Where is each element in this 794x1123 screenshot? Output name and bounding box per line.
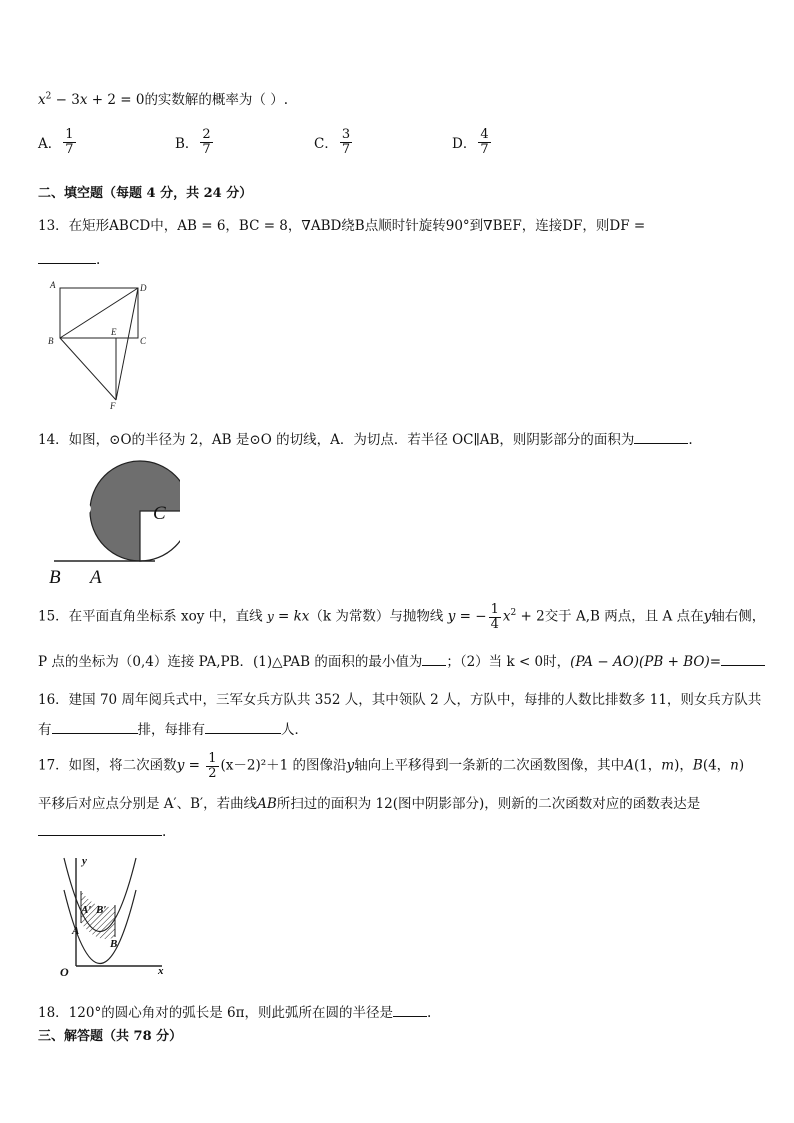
q18-tail: . [426, 1005, 432, 1021]
q17-text-i: 所扫过的面积为 12(图中阴影部分)，则新的二次函数对应的函数表达是 [276, 796, 701, 812]
q16-blank-1 [52, 721, 138, 734]
label-e: E [111, 327, 117, 337]
q12-line: $x^2 - 3x + 2 = 0$的实数解的概率为（ ）. [38, 91, 289, 108]
q13-figure [44, 278, 164, 414]
q15-text-h: = [709, 654, 722, 670]
option-letter: B． [175, 136, 199, 153]
q15-text-a: 15．在平面直角坐标系 xoy 中，直线 [38, 608, 263, 625]
q15-blank-1 [422, 653, 446, 666]
q17-text-b: (x－2)²＋1 的图像沿 [220, 757, 347, 774]
q16-text-b: 排，每排有 [137, 722, 205, 738]
q13-answer-blank [38, 251, 96, 264]
option-fraction [478, 128, 490, 156]
q17-text-g: ) [738, 757, 745, 774]
option-numerator: 4 [480, 127, 489, 142]
option-letter: A． [38, 136, 62, 153]
label-b: B [49, 567, 61, 587]
q16-text-a: 有 [38, 722, 52, 738]
q15-line-1: 15．在平面直角坐标系 xoy 中，直线 y = kx（k 为常数）与抛物线 y = − $\frac{1}{4}$ $x^2 + 2$交于 A,B 两点，且 A 点在y轴右侧， [38, 602, 766, 632]
label-a: A [50, 280, 56, 290]
label-a-prime: A′ [81, 904, 92, 916]
section-2-heading: 二、填空题（每题 4 分，共 24 分） [38, 186, 253, 201]
q17-line-2: 平移后对应点分别是 A′、B′，若曲线AB所扫过的面积为 12(图中阴影部分)，则新的二次函数对应的函数表达是 [38, 796, 701, 812]
option-fraction [340, 128, 352, 156]
q15-text-f: ；（2）当 [446, 654, 503, 670]
segment-df [116, 288, 138, 400]
segment-bf [60, 338, 116, 400]
label-c: C [140, 336, 147, 346]
option-denominator: 7 [480, 141, 489, 157]
option-fraction [200, 128, 212, 156]
q15-text-e: P 点的坐标为（0,4）连接 PA,PB．(1)△PAB 的面积的最小值为 [38, 654, 423, 670]
q18-line [38, 1001, 431, 1021]
label-b-prime: B′ [96, 904, 107, 916]
label-o: O [79, 500, 92, 519]
label-f: F [110, 401, 116, 411]
q16-line-1: 16．建国 70 周年阅兵式中，三军女兵方队共 352 人，其中领队 2 人，方队中，每排的人数比排数多 11，则女兵方队共 [38, 692, 762, 708]
option-denominator: 7 [341, 141, 351, 157]
label-x: x [158, 965, 164, 977]
q13-answer-line [38, 251, 100, 268]
option-fraction [63, 128, 75, 156]
q15-text-b: （k 为常数）与抛物线 [309, 608, 444, 625]
q17-text-f: (4， [702, 757, 731, 774]
option-denominator: 7 [202, 141, 211, 157]
q16-line-2 [38, 718, 308, 738]
label-a: A [72, 925, 80, 937]
q12-option [175, 128, 215, 156]
label-d: D [140, 283, 147, 293]
q12-tail: 的实数解的概率为（ ）. [144, 92, 289, 108]
q17-text-a: 17．如图，将二次函数 [38, 757, 177, 774]
option-numerator: 3 [341, 127, 351, 142]
label-a: A [90, 567, 102, 587]
q16-blank-2 [205, 721, 281, 734]
option-denominator: 7 [65, 141, 74, 157]
label-b: B [48, 336, 54, 346]
q14-line [38, 428, 693, 448]
q17-text-c: 轴向上平移得到一条新的二次函数图像，其中 [354, 757, 625, 774]
q14-tail: . [688, 432, 693, 448]
section-3-heading: 三、解答题（共 78 分） [38, 1029, 183, 1044]
label-o: O [60, 965, 69, 979]
q15-blank-2 [721, 653, 765, 666]
q17-text-e: )， [674, 757, 693, 774]
label-b: B [110, 938, 118, 950]
q15-line-2: P 点的坐标为（0,4）连接 PA,PB．(1)△PAB 的面积的最小值为 ；（2）当 k < 0时，(PA − AO)(PB + BO)= [38, 650, 765, 670]
diagonal-bd [60, 288, 138, 338]
q17-text-h: 平移后对应点分别是 A′、B′，若曲线 [38, 796, 258, 812]
q17-answer-blank [38, 823, 162, 836]
option-numerator: 1 [65, 127, 74, 142]
q15-text-d: 轴右侧， [711, 608, 766, 625]
q16-text-c: 人． [281, 722, 308, 738]
q18-text: 18．120°的圆心角对的弧长是 6π，则此弧所在圆的半径是 [38, 1005, 393, 1021]
option-numerator: 2 [202, 127, 211, 142]
q17-text-d: (1， [633, 757, 662, 774]
q17-answer-line [38, 823, 166, 840]
label-c: C [153, 503, 166, 524]
q15-text-g: 时， [543, 654, 571, 670]
q18-answer-blank [393, 1004, 427, 1017]
q17-tail: . [162, 824, 167, 840]
option-letter: D． [452, 136, 477, 153]
q12-option [452, 128, 493, 156]
q13-tail: . [96, 252, 101, 268]
label-y: y [82, 855, 87, 867]
q17-figure [52, 850, 178, 982]
q13-text: 13．在矩形ABCD中，AB = 6，BC = 8，∇ABD绕B点顺时针旋转90°到∇BEF，连接DF，则DF = [38, 218, 646, 234]
q15-text-c: 交于 A,B 两点，且 A 点在 [544, 608, 704, 625]
q17-line-1: 17．如图，将二次函数y = $\frac{1}{2}$ (x－2)²＋1 的图像沿y轴向上平移得到一条新的二次函数图像，其中A(1，m)，B(4，n) [38, 751, 745, 781]
q14-figure [40, 455, 180, 587]
option-letter: C． [314, 136, 338, 153]
q14-answer-blank [634, 431, 688, 444]
q12-option [38, 128, 78, 156]
q14-text: 14．如图，⊙O的半径为 2，AB 是⊙O 的切线，A．为切点．若半径 OC∥AB，则阴影部分的面积为 [38, 432, 635, 448]
q12-option [314, 128, 354, 156]
